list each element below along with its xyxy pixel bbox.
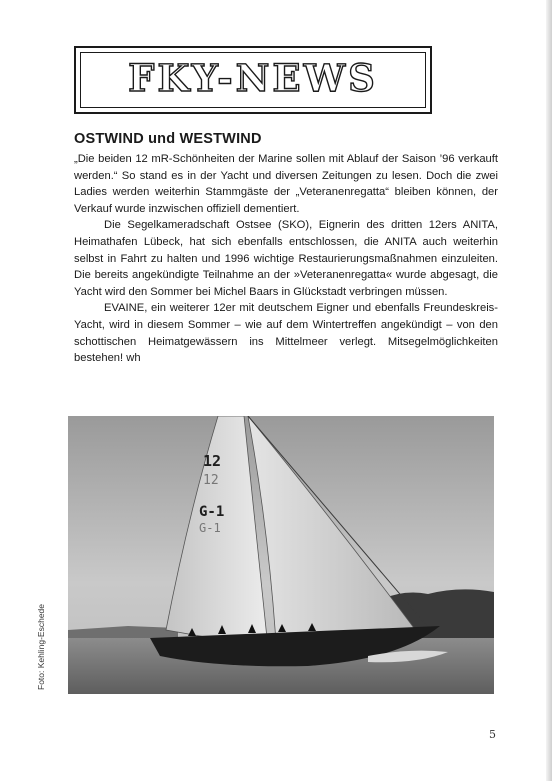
article-paragraph-2: Die Segelkameradschaft Ostsee (SKO), Eignerin des dritten 12ers ANITA, Heimathafen Lübeck, hat sich ebenfalls entschlossen, die ANITA auch weiterhin selbst in Fahrt zu halten und 1996 wichtige Restaurierungsmaßnahmen einzuleiten. Die bereits angekündigte Teilnahme an der »Veteranenregatta« wurde abgesagt, die Yacht wird den Sommer bei Michel Baars in Glückstadt verbringen müssen. <box>74 219 498 298</box>
newsletter-header <box>74 46 432 114</box>
sail-id-mirror: G-1 <box>199 521 221 535</box>
page-edge <box>546 0 552 781</box>
article-title: OSTWIND und WESTWIND <box>74 131 262 147</box>
sail-id: G-1 <box>199 504 225 520</box>
page-number: 5 <box>489 728 496 741</box>
sail-number-mirror: 12 <box>203 473 219 488</box>
yacht-photo <box>68 416 494 694</box>
sail-number: 12 <box>203 452 222 470</box>
article-paragraph-1: „Die beiden 12 mR-Schönheiten der Marine sollen mit Ablauf der Saison ’96 verkauft werden.“ So stand es in der Yacht und diversen Zeitungen zu lesen. Doch die zwei Ladies werden weiterhin Stammgäste der „Veteranenregatta“ bleiben können, der Verkauf wurde inzwischen offiziell dementiert. <box>74 153 498 215</box>
newsletter-title: FKY-NEWS <box>128 56 378 100</box>
article-body <box>74 151 498 367</box>
article-paragraph-3: EVAINE, ein weiterer 12er mit deutschem Eigner und ebenfalls Freundeskreis-Yacht, wird in diesem Sommer – wie auf dem Wintertreffen angekündigt – von den schottischen Heimatgewässern ins Mittelmeer verlegt. Mitsegelmöglichkeiten bestehen! wh <box>74 302 498 365</box>
photo-credit: Foto: Kehling-Eschede <box>36 604 46 690</box>
